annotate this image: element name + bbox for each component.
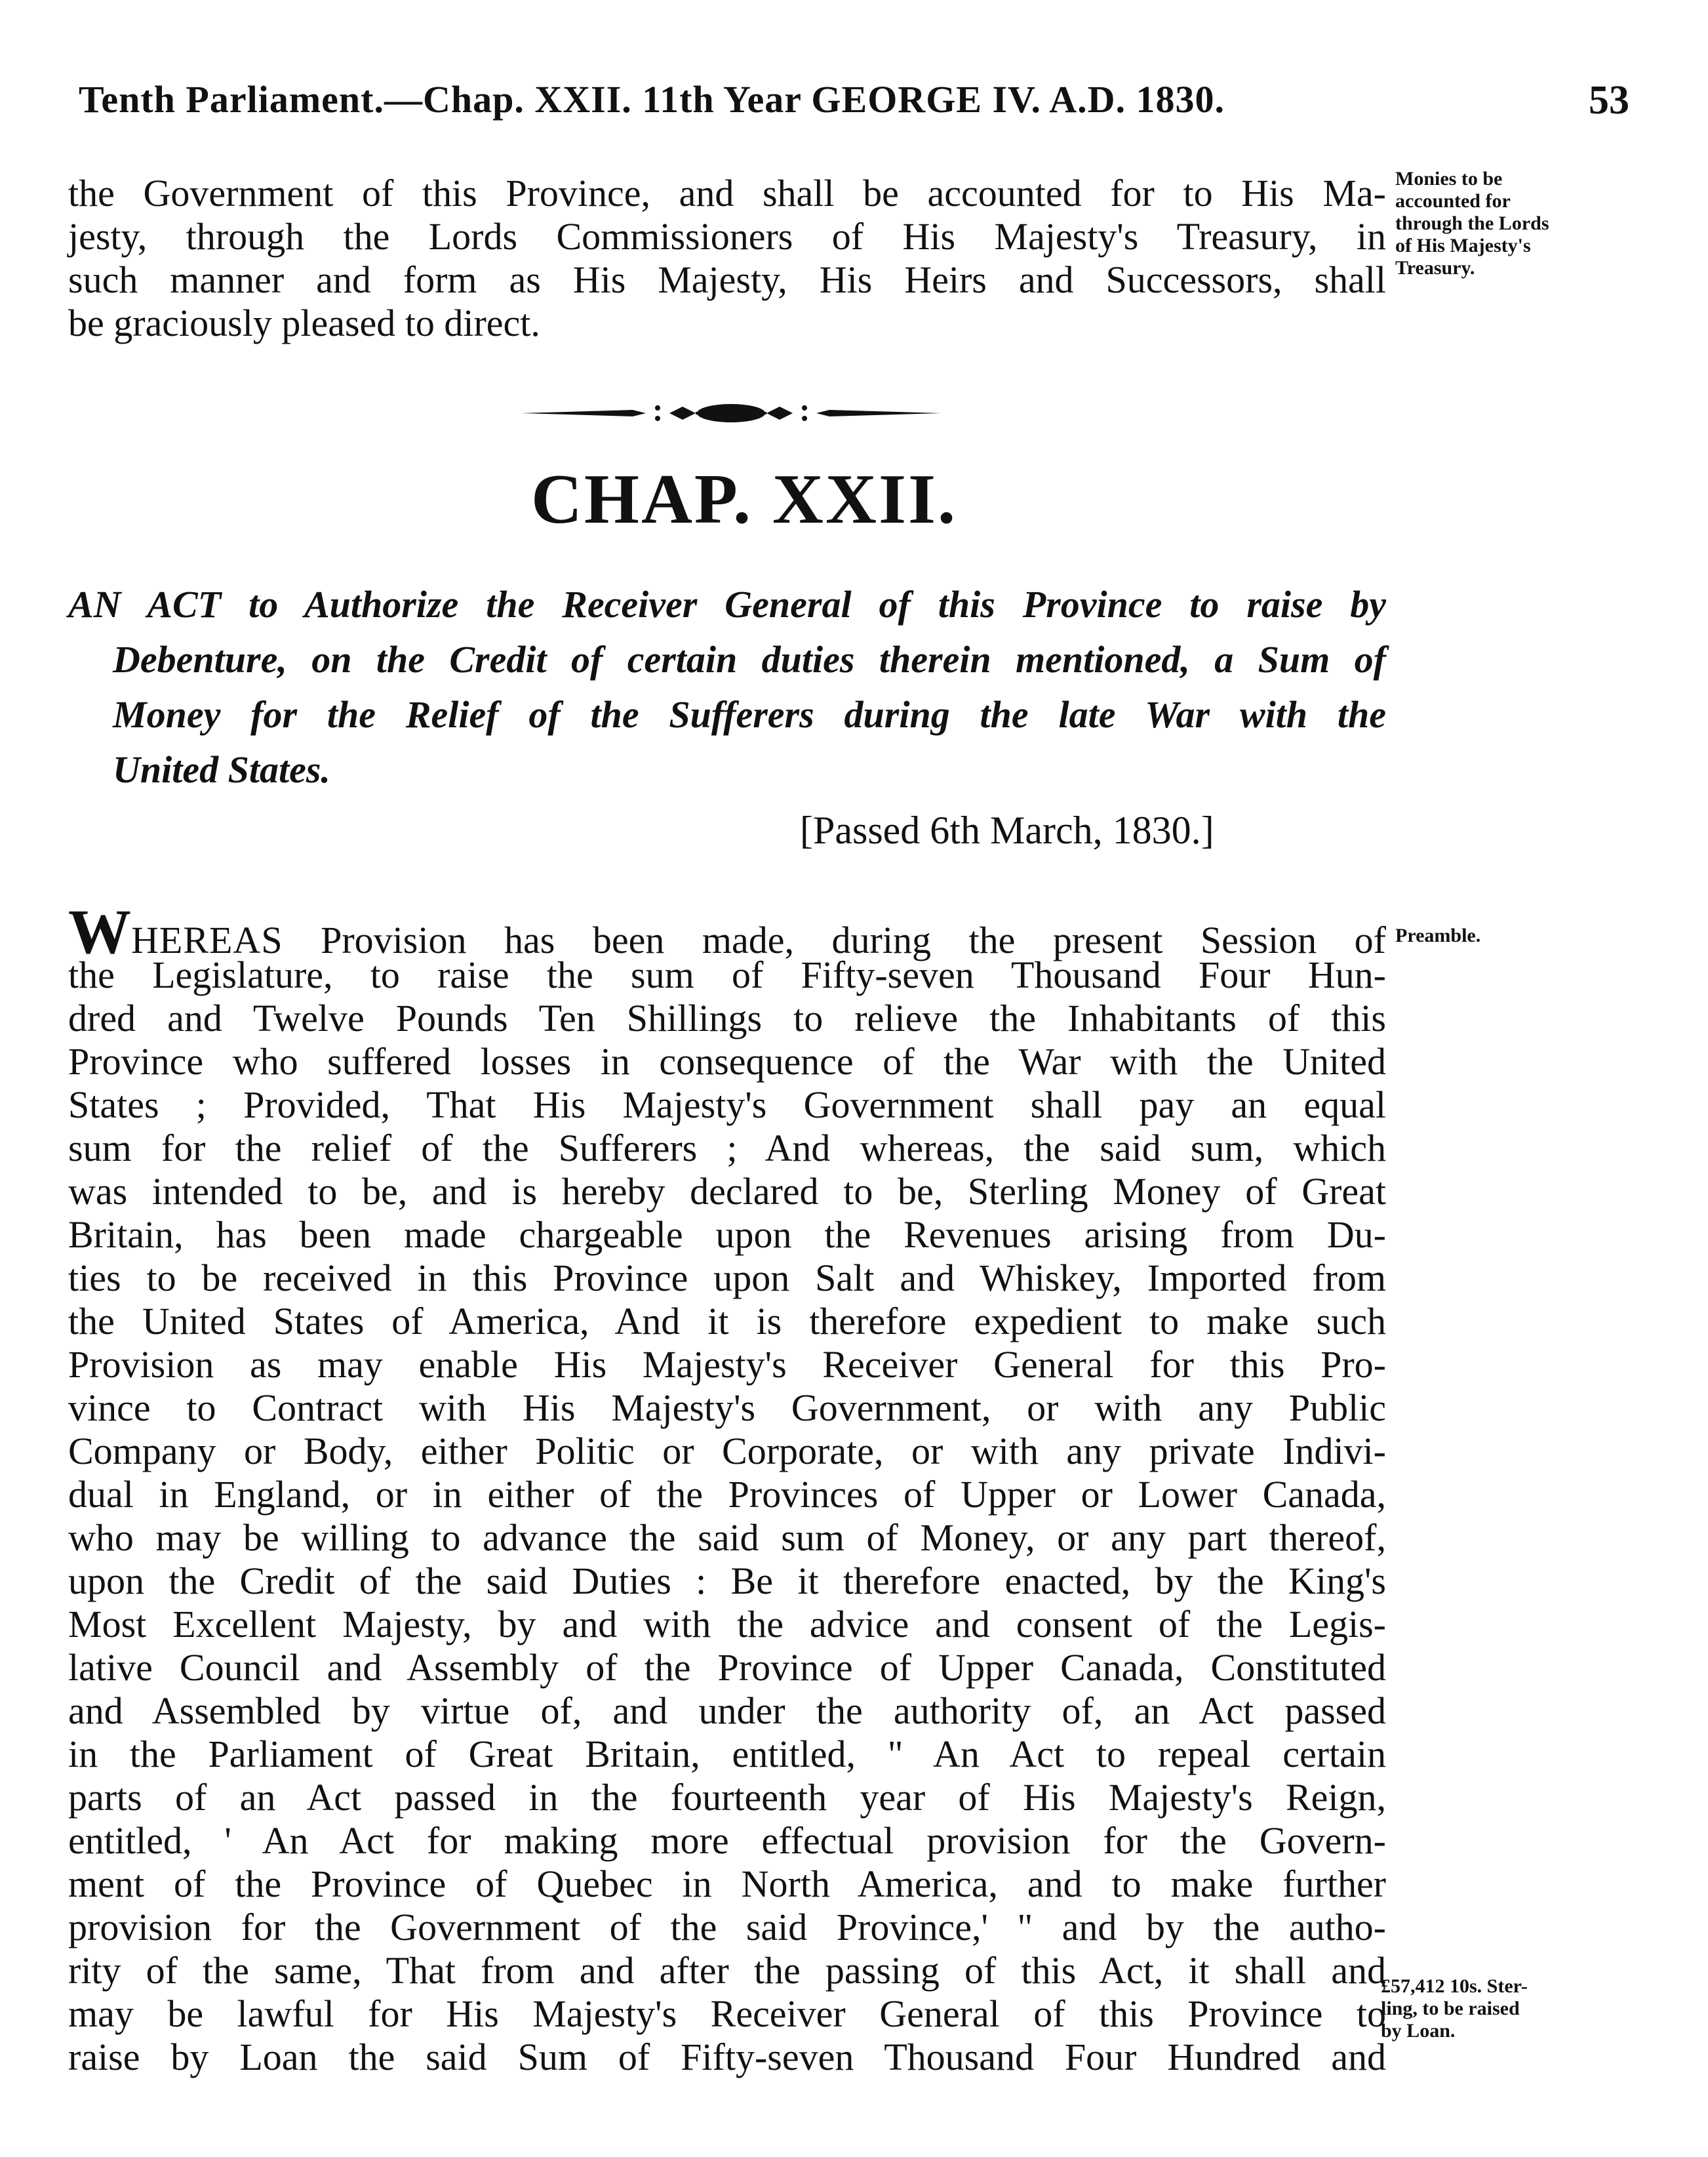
body-line: Company or Body, either Politic or Corporate, or with any private Indivi- bbox=[68, 1430, 1386, 1472]
act-title-line: Money for the Relief of the Sufferers during the late War with the bbox=[113, 693, 1386, 736]
body-line: dred and Twelve Pounds Ten Shillings to relieve the Inhabitants of this bbox=[68, 997, 1386, 1039]
body-line: sum for the relief of the Sufferers ; And whereas, the said sum, which bbox=[68, 1127, 1386, 1169]
body-line: and Assembled by virtue of, and under the authority of, an Act passed bbox=[68, 1689, 1386, 1732]
running-header: Tenth Parliament.—Chap. XXII. 11th Year GEORGE IV. A.D. 1830. bbox=[79, 78, 1225, 121]
body-line: States ; Provided, That His Majesty's Government shall pay an equal bbox=[68, 1083, 1386, 1126]
act-title-line: Debenture, on the Credit of certain duties therein mentioned, a Sum of bbox=[113, 638, 1386, 681]
first-line-text: Provision has been made, during the present Session of bbox=[283, 919, 1386, 961]
body-first-line bbox=[68, 897, 1386, 967]
body-line: entitled, ' An Act for making more effectual provision for the Govern- bbox=[68, 1819, 1386, 1862]
body-line: vince to Contract with His Majesty's Government, or with any Public bbox=[68, 1386, 1386, 1429]
body-line: raise by Loan the said Sum of Fifty-seven Thousand Four Hundred and bbox=[68, 2036, 1386, 2078]
first-word: HEREAS bbox=[131, 919, 283, 961]
body-line: Provision as may enable His Majesty's Receiver General for this Pro- bbox=[68, 1343, 1386, 1386]
body-line: lative Council and Assembly of the Province of Upper Canada, Constituted bbox=[68, 1646, 1386, 1689]
drop-cap: W bbox=[68, 897, 131, 967]
passed-date: [Passed 6th March, 1830.] bbox=[800, 809, 1214, 852]
act-title bbox=[68, 577, 1386, 797]
body-line: in the Parliament of Great Britain, entitled, " An Act to repeal certain bbox=[68, 1733, 1386, 1775]
body-line: Most Excellent Majesty, by and with the advice and consent of the Legis- bbox=[68, 1603, 1386, 1645]
continuation-paragraph bbox=[68, 172, 1386, 345]
body-line: who may be willing to advance the said sum of Money, or any part thereof, bbox=[68, 1516, 1386, 1559]
ornamental-divider bbox=[521, 399, 941, 428]
body-line: parts of an Act passed in the fourteenth year of His Majesty's Reign, bbox=[68, 1776, 1386, 1819]
margin-note-preamble: Preamble. bbox=[1395, 925, 1481, 946]
act-title-line: United States. bbox=[113, 748, 330, 791]
body-line: ment of the Province of Quebec in North America, and to make further bbox=[68, 1863, 1386, 1905]
body-line: may be lawful for His Majesty's Receiver General of this Province to bbox=[68, 1992, 1386, 2035]
continuation-line: such manner and form as His Majesty, His Heirs and Successors, shall bbox=[68, 258, 1386, 301]
body-line: Province who suffered losses in consequence of the War with the United bbox=[68, 1040, 1386, 1083]
body-line: rity of the same, That from and after the passing of this Act, it shall and bbox=[68, 1949, 1386, 1992]
body-line: was intended to be, and is hereby declared to be, Sterling Money of Great bbox=[68, 1170, 1386, 1213]
body-paragraph bbox=[68, 897, 1386, 2079]
margin-note-loan: £57,412 10s. Ster- ling, to be raised by Loan. bbox=[1381, 1975, 1528, 2042]
act-title-line: AN ACT to Authorize the Receiver General of this Province to raise by bbox=[68, 583, 1386, 626]
continuation-line: be graciously pleased to direct. bbox=[68, 302, 540, 344]
body-line: provision for the Government of the said Province,' " and by the autho- bbox=[68, 1906, 1386, 1948]
body-line: dual in England, or in either of the Provinces of Upper or Lower Canada, bbox=[68, 1473, 1386, 1516]
body-line: upon the Credit of the said Duties : Be it therefore enacted, by the King's bbox=[68, 1560, 1386, 1602]
body-line: the United States of America, And it is therefore expedient to make such bbox=[68, 1300, 1386, 1342]
chapter-title: CHAP. XXII. bbox=[530, 460, 958, 538]
body-line: the Legislature, to raise the sum of Fifty-seven Thousand Four Hun- bbox=[68, 954, 1386, 996]
continuation-line: jesty, through the Lords Commissioners of His Majesty's Treasury, in bbox=[68, 215, 1386, 258]
body-line: Britain, has been made chargeable upon the Revenues arising from Du- bbox=[68, 1213, 1386, 1256]
body-line: ties to be received in this Province upon Salt and Whiskey, Imported from bbox=[68, 1257, 1386, 1299]
page-number: 53 bbox=[1589, 78, 1629, 123]
margin-note-monies: Monies to be accounted for through the Lords of His Majesty's Treasury. bbox=[1395, 168, 1549, 279]
continuation-line: the Government of this Province, and shall be accounted for to His Ma- bbox=[68, 172, 1386, 214]
